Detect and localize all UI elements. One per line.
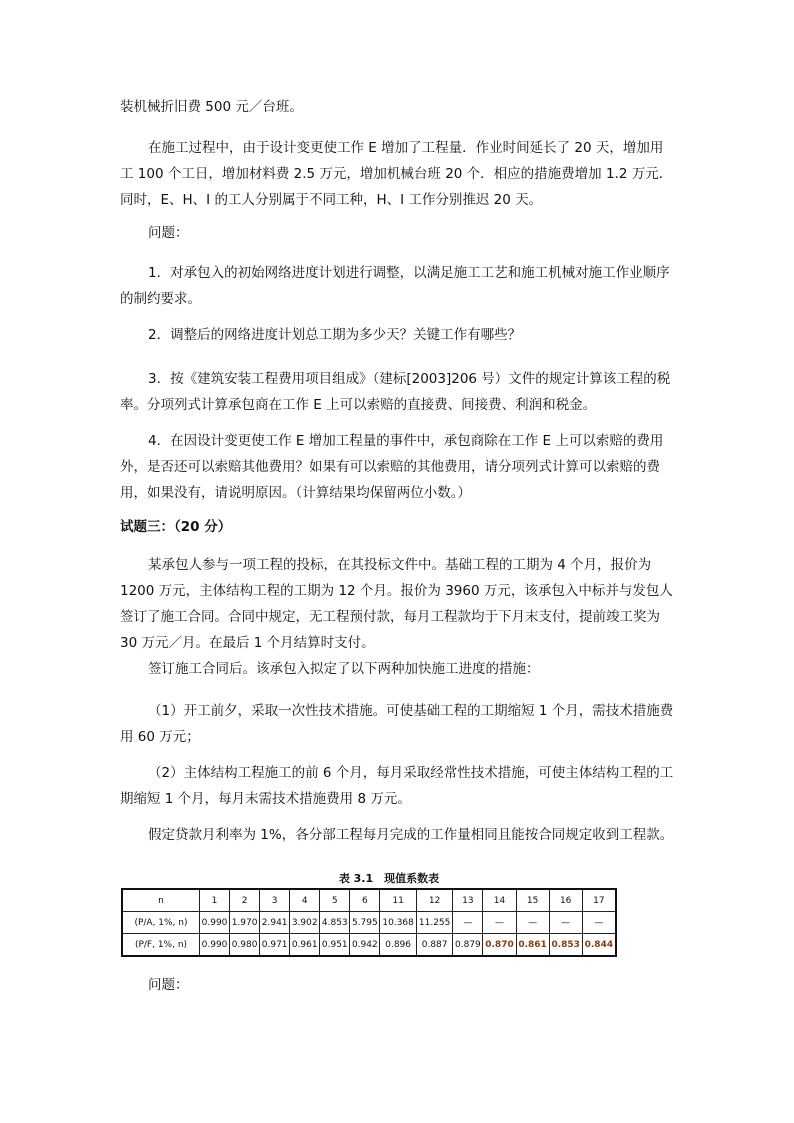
paragraph-interest-rate: 假定贷款月利率为 1%，各分部工程每月完成的工作量相同且能按合同规定收到工程款。: [148, 827, 674, 843]
paragraph-final-questions-label: 问题：: [148, 977, 189, 993]
table-cell: 0.879: [453, 934, 483, 957]
measure-2: （2）主体结构工程施工的前 6 个月，每月采取经常性技术措施，可使主体结构工程的工期缩短 1 个月，每月末需技术措施费用 8 万元。: [120, 765, 674, 807]
question-1: 1．对承包入的初始网络进度计划进行调整，以满足施工工艺和施工机械对施工作业顺序的制约要求。: [120, 265, 670, 307]
table-cell: —: [483, 912, 516, 934]
present-value-table: [121, 888, 617, 957]
table-header-cell: 11: [380, 889, 417, 912]
table-cell: 11.255: [416, 912, 453, 934]
table-header-row: [122, 889, 616, 912]
table-header-cell: 4: [290, 889, 320, 912]
table-header-cell: 3: [260, 889, 290, 912]
table-row: [122, 912, 616, 934]
table-cell: 0.951: [320, 934, 350, 957]
table-cell: 3.902: [290, 912, 320, 934]
table-cell: (P/A, 1%, n): [122, 912, 200, 934]
table-title: 表 3.1 现值系数表: [338, 872, 440, 885]
table-header-cell: 16: [549, 889, 582, 912]
paragraph-questions-label: 问题：: [148, 225, 189, 241]
table-header-cell: 17: [582, 889, 616, 912]
table-cell: 0.870: [483, 934, 516, 957]
table-cell: —: [549, 912, 582, 934]
section-heading-3: 试题三：（20 分）: [120, 519, 232, 535]
question-2: 2．调整后的网络进度计划总工期为多少天？关键工作有哪些？: [148, 327, 522, 343]
paragraph-machine-cost: 装机械折旧费 500 元／台班。: [120, 99, 303, 115]
table-cell: 4.853: [320, 912, 350, 934]
table-cell: 0.990: [200, 934, 230, 957]
measure-1: （1）开工前夕，采取一次性技术措施。可使基础工程的工期缩短 1 个月，需技术措施费用 60 万元；: [120, 703, 674, 745]
paragraph-measures-intro: 签订施工合同后。该承包入拟定了以下两种加快施工进度的措施：: [148, 661, 540, 677]
table-header-cell: 5: [320, 889, 350, 912]
table-cell: —: [516, 912, 549, 934]
question-3: 3．按《建筑安装工程费用项目组成》（建标[2003]206 号）文件的规定计算该工程的税率。分项列式计算承包商在工作 E 上可以索赔的直接费、间接费、利润和税金。: [120, 371, 671, 413]
table-cell: 10.368: [380, 912, 417, 934]
table-header-cell: 12: [416, 889, 453, 912]
table-cell: 0.990: [200, 912, 230, 934]
table-cell: —: [582, 912, 616, 934]
table-cell: (P/F, 1%, n): [122, 934, 200, 957]
table-header-cell: 1: [200, 889, 230, 912]
table-cell: 0.942: [350, 934, 380, 957]
table-cell: 0.861: [516, 934, 549, 957]
table-cell: 0.896: [380, 934, 417, 957]
table-cell: —: [453, 912, 483, 934]
paragraph-design-change: 在施工过程中，由于设计变更使工作 E 增加了工程量．作业时间延长了 20 天，增加用工 100 个工日，增加材料费 2.5 万元，增加机械台班 20 个．相应的措施费增加 1.2 万元．同时，E、H、I 的工人分别属于不同工种，H、I 工作分别推迟 20 天。: [120, 140, 673, 208]
paragraph-bid-description: 某承包人参与一项工程的投标，在其投标文件中。基础工程的工期为 4 个月，报价为 1200 万元，主体结构工程的工期为 12 个月。报价为 3960 万元，该承包入中标并与发包人签订了施工合同。合同中规定，无工程预付款，每月工程款均于下月末支付，提前竣工奖为 30 万元／月。在最后 1 个月结算时支付。: [120, 557, 673, 651]
table-header-cell: 2: [230, 889, 260, 912]
table-row: [122, 934, 616, 957]
table-header-cell: 13: [453, 889, 483, 912]
table-cell: 0.853: [549, 934, 582, 957]
present-value-table-block: [121, 870, 617, 957]
table-cell: 0.844: [582, 934, 616, 957]
table-cell: 0.980: [230, 934, 260, 957]
table-header-cell: 6: [350, 889, 380, 912]
table-header-cell: n: [122, 889, 200, 912]
table-cell: 0.887: [416, 934, 453, 957]
question-4: 4．在因设计变更使工作 E 增加工程量的事件中，承包商除在工作 E 上可以索赔的费用外，是否还可以索赔其他费用？如果有可以索赔的其他费用，请分项列式计算可以索赔的费用，如果没有，请说明原因。（计算结果均保留两位小数。）: [120, 433, 664, 501]
table-cell: 0.971: [260, 934, 290, 957]
table-cell: 5.795: [350, 912, 380, 934]
table-header-cell: 14: [483, 889, 516, 912]
table-header-cell: 15: [516, 889, 549, 912]
table-cell: 0.961: [290, 934, 320, 957]
table-cell: 1.970: [230, 912, 260, 934]
table-cell: 2.941: [260, 912, 290, 934]
